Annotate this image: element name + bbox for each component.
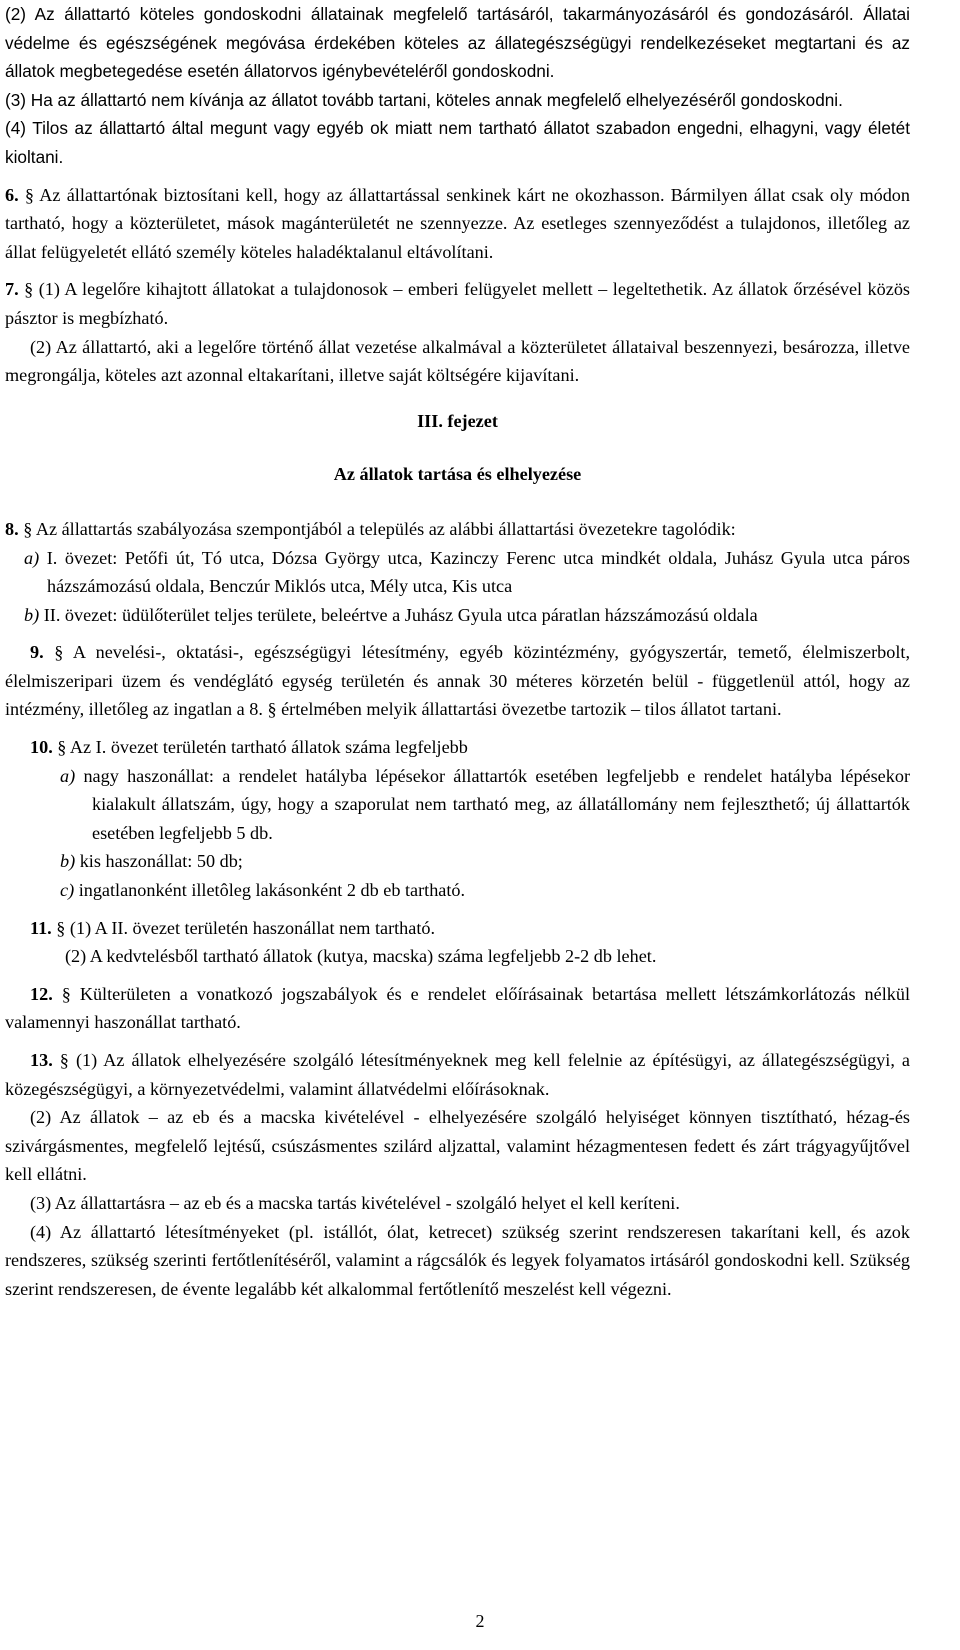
section-8-item-a [5, 544, 910, 601]
section-6-number: 6. [5, 184, 19, 205]
paragraph-5-3: (3) Ha az állattartó nem kívánja az állatot tovább tartani, köteles annak megfelelő elhelyezéséről gondoskodni. [5, 89, 843, 110]
section-10-number: 10. [30, 737, 53, 758]
section-9-number: 9. [30, 642, 44, 663]
section-8-number: 8. [5, 518, 19, 539]
section-7-2: (2) Az állattartó, aki a legelőre történő állat vezetése alkalmával a közterületet állataival beszennyezi, besározza, illetve megrongálja, köteles azt azonnal eltakarítani, illetve saját költségére kijavítani. [5, 336, 910, 386]
section-8-item-b [5, 601, 910, 630]
section-7-1 [5, 275, 910, 332]
paragraph-5-2: (2) Az állattartó köteles gondoskodni állatainak megfelelő tartásáról, takarmányozásáról és gondozásáról. Állatai védelme és egészségének megóvása érdekében köteles az állategészségügyi rendelkezéseket megtartani és az állatok megbetegedése esetén állatorvos igénybevételéről gondoskodni. [5, 4, 910, 82]
section-6-text: § Az állattartónak biztosítani kell, hogy az állattartással senkinek kárt ne okozhasson. Bármilyen állat csak oly módon tartható, hogy a közterületet, mások magánterületét ne szennyezze. Az esetleges szennyeződést a tulajdonos, illetőleg az állat felügyeletét ellátó személy köteles haladéktalanul eltávolítani. [5, 184, 910, 262]
section-8 [5, 515, 910, 544]
section-13-3: (3) Az állattartásra – az eb és a macska tartás kivételével - szolgáló helyet el kell keríteni. [30, 1192, 680, 1213]
section-8-item-b-label: b) [24, 604, 40, 625]
section-11 [5, 914, 910, 971]
section-8-item-a-label: a) [24, 547, 40, 568]
section-13-2: (2) Az állatok – az eb és a macska kivételével - elhelyezésére szolgáló helyiséget könnyen tisztítható, hézag-és szivárgásmentes, megfelelő lejtésű, csúszásmentes szilárd aljzattal, valamint hézagmentesen fedett és zárt trágyagyűjtővel kell ellátni. [5, 1107, 910, 1185]
section-10-item-a-text: nagy haszonállat: a rendelet hatályba lépésekor állattartók esetében legfeljebb e rendelet hatályba lépésekor kialakult állatszám, úgy, hogy a szaporulat nem tartható meg, az állatállomány nem fejleszthető; új állattartók esetében legfeljebb 5 db. [83, 765, 910, 843]
document-page [5, 0, 910, 1303]
section-10-item-c-text: ingatlanonként illetôleg lakásonként 2 db eb tartható. [78, 880, 466, 901]
section-12-number: 12. [30, 983, 53, 1004]
section-10-text: § Az I. övezet területén tartható állatok száma legfeljebb [57, 737, 468, 758]
section-13-1-text: § (1) Az állatok elhelyezésére szolgáló létesítményeknek meg kell felelnie az építésügyi, az állategészségügyi, a közegészségügyi, a környezetvédelmi, valamint állatvédelmi előírásoknak. [5, 1050, 911, 1099]
section-10-item-a-label: a) [60, 765, 76, 786]
chapter-title: Az állatok tartása és elhelyezése [333, 464, 582, 485]
section-10-item-a [30, 762, 910, 848]
section-10-item-b [30, 847, 910, 876]
section-13-number: 13. [30, 1050, 53, 1070]
section-11-1-text: § (1) A II. övezet területén haszonállat nem tartható. [56, 917, 436, 938]
section-8-item-a-text: I. övezet: Petőfi út, Tó utca, Dózsa György utca, Kazinczy Ferenc utca mindkét oldala, Juhász Gyula utca páros házszámozású oldala, Benczúr Miklós utca, Mély utca, Kis utca [46, 547, 910, 597]
section-6 [5, 181, 910, 267]
section-13-1 [5, 1046, 910, 1103]
section-13-4: (4) Az állattartó létesítményeket (pl. istállót, ólat, ketrecet) szükség szerint rendszeresen takarítani kell, és azok rendszeres, szükség szerinti fertőtlenítéséről, valamint a rágcsálók és legyek folyamatos irtásáról gondoskodni kell. Szükség szerint rendszeresen, de évente legalább két alkalommal fertőtlenítő meszelést kell végezni. [5, 1221, 910, 1299]
section-12-text: § Külterületen a vonatkozó jogszabályok és e rendelet előírásainak betartása mellett létszámkorlátozás nélkül valamennyi haszonállat tartható. [5, 983, 911, 1033]
section-12 [5, 980, 910, 1037]
chapter-heading: III. fejezet [417, 410, 498, 431]
section-10-item-b-label: b) [60, 851, 76, 872]
section-10-item-b-text: kis haszonállat: 50 db; [79, 851, 243, 872]
section-8-text: § Az állattartás szabályozása szempontjából a település az alábbi állattartási övezetekre tagolódik: [23, 518, 736, 539]
section-9-text: § A nevelési-, oktatási-, egészségügyi létesítmény, egyéb közintézmény, gyógyszertár, temető, élelmiszerbolt, élelmiszeripari üzem és vendéglátó egység területén és annak 30 méteres körzetén belül - függetlenül attól, hogy az intézmény, illetőleg az ingatlan a 8. § értelmében melyik állattartási övezetbe tartozik – tilos állatot tartani. [5, 642, 911, 720]
page-number: 2 [475, 1611, 485, 1631]
section-7-number: 7. [5, 279, 19, 300]
section-11-2: (2) A kedvtelésből tartható állatok (kutya, macska) száma legfeljebb 2-2 db lehet. [65, 946, 657, 967]
section-10-item-c-label: c) [60, 880, 75, 901]
section-9 [5, 638, 910, 724]
section-7-1-text: § (1) A legelőre kihajtott állatokat a tulajdonosok – emberi felügyelet mellett – legeltethetik. Az állatok őrzésével közös pásztor is megbízható. [5, 279, 910, 328]
section-10 [5, 733, 910, 905]
section-11-number: 11. [30, 917, 52, 938]
paragraph-5-4: (4) Tilos az állattartó által megunt vagy egyéb ok miatt nem tartható állatot szabadon engedni, elhagyni, vagy életét kioltani. [5, 118, 910, 167]
section-10-intro [30, 733, 910, 762]
section-8-item-b-text: II. övezet: üdülőterület teljes területe, beleértve a Juhász Gyula utca páratlan házszámozású oldala [43, 604, 758, 625]
section-10-item-c [30, 876, 910, 905]
section-11-1 [30, 914, 910, 943]
